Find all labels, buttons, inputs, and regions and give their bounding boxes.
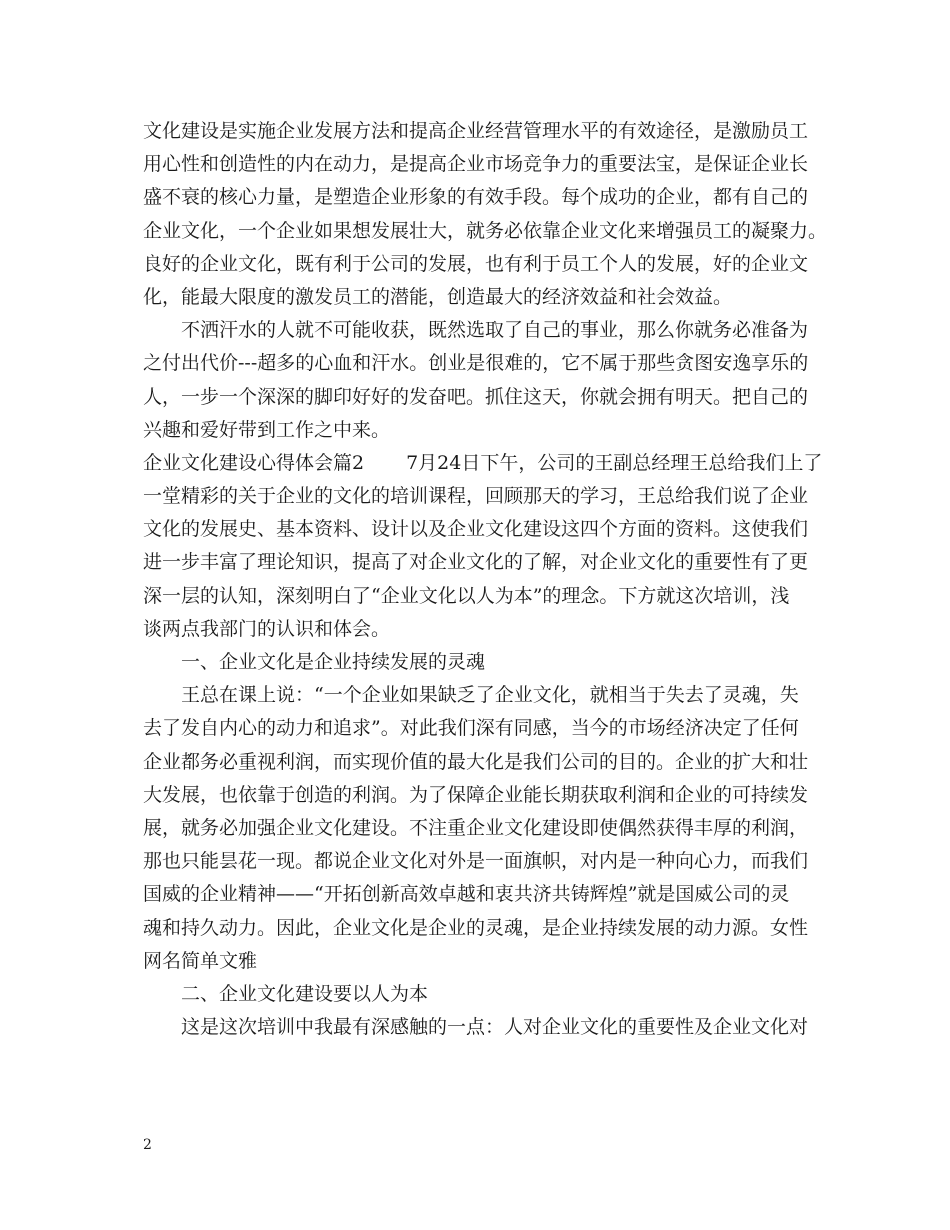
text-line: 网名简单文雅 [143,949,258,972]
text-line: 良好的企业文化，既有利于公司的发展，也有利于员工个人的发展，好的企业文 [143,252,809,275]
text-line: 大发展，也依靠于创造的利润。为了保障企业能长期获取利润和企业的可持续发 [143,783,809,806]
text-line: 一堂精彩的关于企业的文化的培训课程，回顾那天的学习，王总给我们说了企业 [143,485,809,508]
text-line: 企业文化，一个企业如果想发展壮大，就务必依靠企业文化来增强员工的凝聚力。 [143,219,828,242]
text-line: 企业都务必重视利润，而实现价值的最大化是我们公司的目的。企业的扩大和壮 [143,750,809,773]
text-line: 进一步丰富了理论知识，提高了对企业文化的了解，对企业文化的重要性有了更 [143,551,809,574]
text-line: 用心性和创造性的内在动力，是提高企业市场竞争力的重要法宝，是保证企业长 [143,153,809,176]
text-line: 国威的企业精神——“开拓创新高效卓越和衷共济共铸辉煌”就是国威公司的灵 [143,883,790,906]
text-line: 盛不衰的核心力量，是塑造企业形象的有效手段。每个成功的企业，都有自己的 [143,186,809,209]
text-line: 魂和持久动力。因此，企业文化是企业的灵魂，是企业持续发展的动力源。女性 [143,916,809,939]
text-line: 去了发自内心的动力和追求”。对此我们深有同感，当今的市场经济决定了任何 [143,717,799,740]
text-line: 这是这次培训中我最有深感触的一点：人对企业文化的重要性及企业文化对 [181,1016,809,1039]
subheading: 二、企业文化建设要以人为本 [181,982,429,1005]
text-line: 展，就务必加强企业文化建设。不注重企业文化建设即使偶然获得丰厚的利润， [143,816,809,839]
body-text [143,115,828,1044]
page-number: 2 [143,1137,152,1153]
text-line: 人，一步一个深深的脚印好好的发奋吧。抓住这天，你就会拥有明天。把自己的 [143,385,809,408]
text-line: 文化建设是实施企业发展方法和提高企业经营管理水平的有效途径，是激励员工 [143,120,809,142]
section-intro-text: 7月24日下午，公司的王副总经理王总给我们上了 [406,451,823,474]
text-line: 不洒汗水的人就不可能收获，既然选取了自己的事业，那么你就务必准备为 [181,319,809,342]
text-line: 深一层的认知，深刻明白了“企业文化以人为本”的理念。下方就这次培训，浅 [143,584,790,607]
section-title: 企业文化建设心得体会篇2 [143,451,365,474]
text-line: 王总在课上说：“一个企业如果缺乏了企业文化，就相当于失去了灵魂，失 [181,684,799,707]
text-line: 那也只能昙花一现。都说企业文化对外是一面旗帜，对内是一种向心力，而我们 [143,850,809,873]
section-heading-line [143,447,823,480]
text-line: 谈两点我部门的认识和体会。 [143,617,391,640]
text-line: 化，能最大限度的激发员工的潜能，创造最大的经济效益和社会效益。 [143,285,733,308]
subheading: 一、企业文化是企业持续发展的灵魂 [181,651,486,673]
text-line: 文化的发展史、基本资料、设计以及企业文化建设这四个方面的资料。这使我们 [143,518,809,541]
text-line: 兴趣和爱好带到工作之中来。 [143,418,391,441]
text-line: 之付出代价---超多的心血和汗水。创业是很难的，它不属于那些贪图安逸享乐的 [143,352,809,375]
